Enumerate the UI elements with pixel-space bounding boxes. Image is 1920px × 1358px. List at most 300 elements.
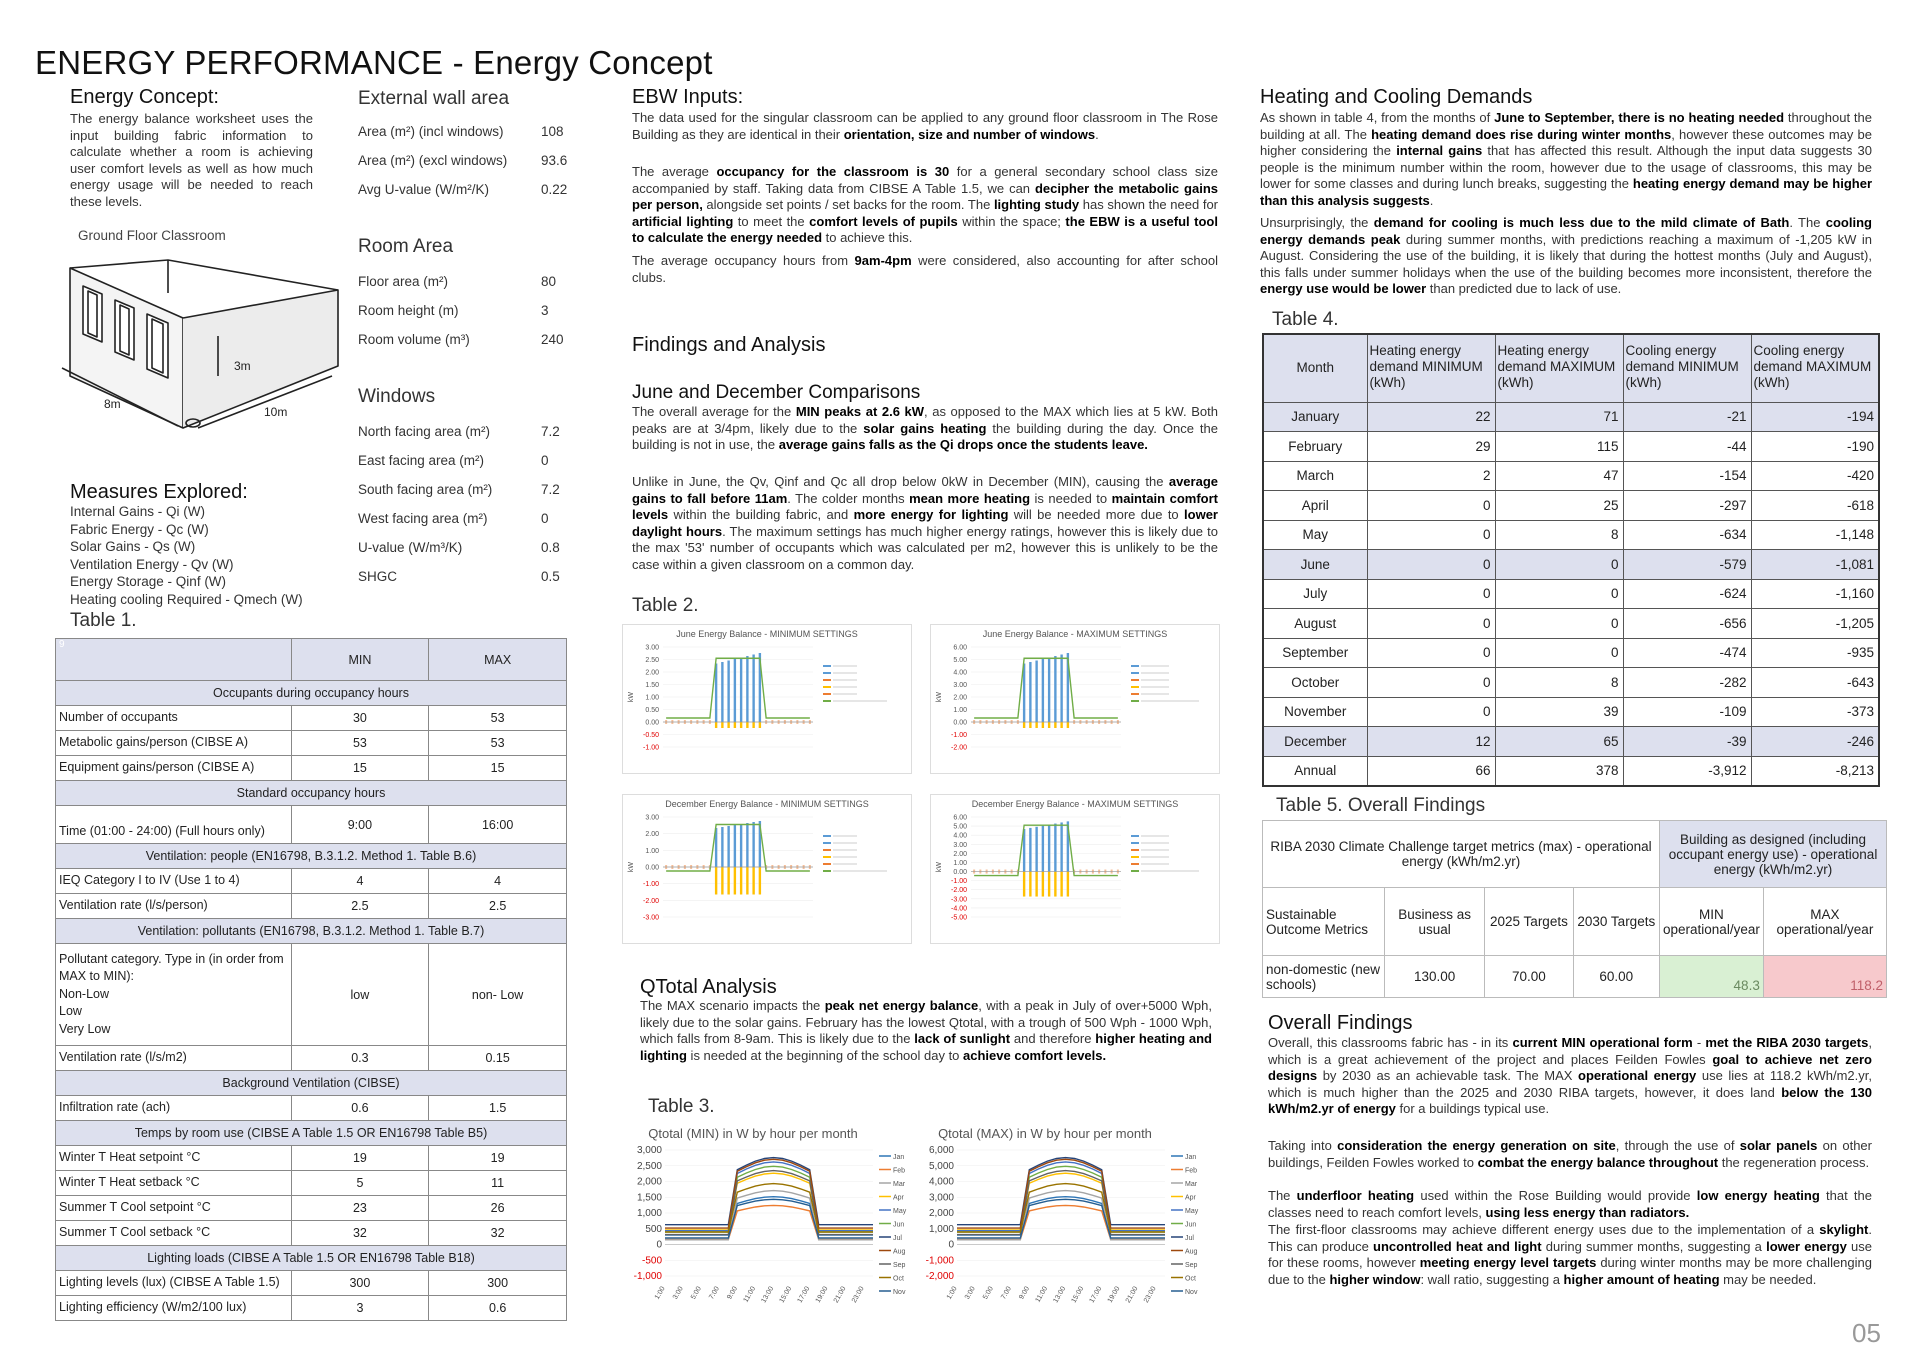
tick-label: 1,000 [636,1208,662,1219]
bar-loss [727,867,729,895]
tick-label: -2.00 [643,897,659,905]
tick-label: -4.00 [951,905,967,913]
body-text: The data used for the singular classroom can be applied to any ground floor classroom in The Rose Building as they are identical in their [632,110,1218,142]
ebw-paragraph-3 [632,253,1218,286]
tick-label: 3,000 [636,1145,662,1156]
table1-section-row [56,781,567,806]
table1-max-header: MAX [429,639,567,681]
table4-header-cell: Heating energy demand MINIMUM (kWh) [1367,334,1495,402]
tick-label: 3.00 [645,814,659,822]
table4-header-cell: Month [1263,334,1367,402]
highlight-text: heating demand does rise during winter months [1371,126,1672,142]
kv-row [358,446,581,475]
highlight-text: heating energy demand may be higher than this analysis suggests [1260,176,1873,208]
body-text: used within the Rose Building would provide [1414,1188,1697,1203]
average-line [666,658,810,718]
legend-text-line [833,836,857,837]
heating-paragraph-2 [1260,215,1872,298]
kv-row [358,504,581,533]
targets-2030-cell: 60.00 [1573,956,1659,998]
value-cell: 0 [1367,491,1495,521]
table1-section-title: Background Ventilation (CIBSE) [56,1071,567,1096]
energy-concept-text: The energy balance worksheet uses the input building fabric information to calculate whether a room is achieving user comfort levels as well as how much energy usage will be needed to reach these levels. [70,111,313,209]
table1-max-value: 19 [429,1146,567,1171]
bar-gain [1035,661,1037,723]
body-text: to achieve this. [822,230,913,245]
tick-label: 0.00 [953,719,967,727]
x-tick-label: 23:00 [1142,1285,1158,1305]
x-tick-label: 5:00 [982,1285,995,1301]
value-cell: -1,081 [1751,550,1879,580]
legend-label: Feb [893,1167,906,1175]
measure-item: Heating cooling Required - Qmech (W) [70,591,303,607]
tick-label: -1.00 [643,881,659,889]
bar-loss [746,867,748,895]
table3-caption: Table 3. [648,1096,715,1117]
table1-section-title: Occupants during occupancy hours [56,681,567,706]
body-text: is needed to [1030,490,1112,506]
x-tick-label: 17:00 [1088,1285,1104,1305]
table1-min-value: 0.3 [291,1046,429,1071]
legend-text-line [1141,850,1169,851]
classroom-sketch [48,248,348,438]
bar-loss [1023,722,1025,728]
legend-text-line [1141,673,1169,674]
bar-loss [721,722,723,728]
body-text: , as opposed to the MAX which lies at 5 kW. Both peaks are at 3/4pm, likely due to the [632,404,1218,436]
legend-label: Jan [893,1154,905,1161]
heating-heading: Heating and Cooling Demands [1260,86,1533,108]
table1-label: Ventilation rate (l/s/person) [56,894,292,919]
table-row [56,894,567,919]
bar-gain [721,662,723,722]
tick-label: -1.00 [951,878,967,886]
legend-swatch [823,870,831,872]
tick-label: 2.00 [953,850,967,858]
value-cell: -624 [1623,579,1751,609]
body-text: The first-floor classrooms may achieve different energy uses due to the implementation of a [1268,1222,1820,1237]
bar-loss [1067,722,1069,728]
tick-label: 6.00 [953,814,967,822]
tick-label: 3.00 [645,644,659,652]
table1-max-value: 300 [429,1271,567,1296]
value-cell: 0 [1367,609,1495,639]
table4-caption: Table 4. [1272,309,1339,330]
kv-key: Floor area (m²) [358,274,449,289]
legend-text-line [1141,843,1169,844]
table4-header-cell: Heating energy demand MAXIMUM (kWh) [1495,334,1623,402]
ebw-heading: EBW Inputs: [632,86,744,108]
bar-loss [1035,722,1037,728]
tick-label: 0 [656,1239,662,1251]
y-axis-label: kW [936,691,943,703]
kv-value: 7.2 [541,424,560,439]
table-row [1263,461,1879,491]
table1-min-value: 30 [291,706,429,731]
legend-text-line [1141,666,1169,667]
table-row [56,1146,567,1171]
kv-key: Avg U-value (W/m²/K) [358,182,490,197]
tick-label: 2,000 [928,1208,954,1219]
table-row [1263,697,1879,727]
legend-text-line [833,843,857,844]
tick-label: 5,000 [928,1160,954,1172]
chart-title: December Energy Balance - MINIMUM SETTINGS [665,799,869,809]
value-cell: -297 [1623,491,1751,521]
body-text: The [1268,1188,1297,1203]
highlight-text: artificial lighting [632,213,734,229]
table1-section-row [56,1121,567,1146]
table-row [1263,520,1879,550]
table1-max-value: 0.6 [429,1296,567,1321]
table4 [1262,333,1880,787]
value-cell: 65 [1495,727,1623,757]
legend-swatch [1131,842,1139,844]
bar-gain [746,656,748,722]
kv-row [358,146,581,175]
sketch-length-label: 10m [264,405,288,419]
legend-swatch [1131,672,1139,674]
value-cell: 22 [1367,402,1495,432]
table1-min-value: 2.5 [291,894,429,919]
table1-max-value: 32 [429,1221,567,1246]
legend-text-line [833,857,857,858]
tick-label: -1,000 [925,1255,954,1267]
legend-label: Mar [1185,1181,1198,1188]
bar-gain [752,822,754,867]
x-tick-label: 1:00 [653,1285,667,1301]
kv-row [358,417,581,446]
legend-text-line [833,666,857,667]
table1-label: Pollutant category. Type in (in order from MAX to MIN): Non-Low Low Very Low [56,944,292,1046]
legend-label: Jul [1185,1235,1194,1242]
tick-label: 6,000 [928,1145,954,1156]
highlight-text: consideration the energy generation on site [1337,1138,1616,1153]
kv-value: 3 [541,303,549,318]
tick-label: 4.00 [953,832,967,840]
body-text: The overall average for the [632,404,796,419]
table1-section-title: Ventilation: people (EN16798, B.3.1.2. Method 1. Table B.6) [56,844,567,869]
bar-gain [1042,826,1044,872]
qtotal-heading: QTotal Analysis [640,976,777,998]
body-text: the building during the day. Once the building is not in use, the [632,420,1218,452]
tick-label: 3.00 [953,841,967,849]
chart-title: June Energy Balance - MAXIMUM SETTINGS [982,629,1168,639]
targets-2030-header: 2030 Targets [1573,888,1659,956]
body-text: , which is a great achievement of the project and places Feilden Fowles [1268,1035,1872,1067]
body-text: for a general secondary school class size accompanied by staff. Taking data from CIBSE A Table 1.5, we can [632,164,1218,196]
body-text: within the space; [957,213,1066,229]
kv-row [358,117,581,146]
x-tick-label: 19:00 [1106,1285,1122,1305]
highlight-text: the EBW is a useful tool to calculate the energy needed [632,213,1218,245]
value-cell: 2 [1367,461,1495,491]
month-cell: December [1263,727,1367,757]
body-text: that the classes need to reach comfort levels, [1268,1188,1873,1220]
table-row [1263,491,1879,521]
legend-label: Aug [893,1248,906,1256]
table1 [55,638,567,1321]
external-wall-list [358,117,581,204]
findings-paragraph-1 [632,404,1218,454]
kv-value: 0.22 [541,182,568,197]
value-cell: 0 [1367,520,1495,550]
value-cell: -1,160 [1751,579,1879,609]
tick-label: 2,000 [636,1176,662,1188]
chart-title: June Energy Balance - MINIMUM SETTINGS [676,629,858,639]
table1-label: Number of occupants [56,706,292,731]
tick-label: 1.00 [953,859,967,867]
table1-max-value: 2.5 [429,894,567,919]
highlight-text: below the 130 kWh/m2.yr of energy [1268,1084,1872,1116]
qtotal-max-chart [925,1122,1217,1308]
table1-max-value: 11 [429,1171,567,1196]
bar-loss [1023,872,1025,897]
highlight-text: higher heating and lighting [640,1031,1212,1063]
legend-text-line [833,850,857,851]
highlight-text: comfort levels of pupils [809,213,958,229]
table-row [56,1296,567,1321]
x-tick-label: 7:00 [1000,1285,1013,1301]
table1-section-row [56,844,567,869]
x-tick-label: 15:00 [778,1285,794,1305]
value-cell: -190 [1751,432,1879,462]
table1-label: Winter T Heat setpoint °C [56,1146,292,1171]
bar-loss [759,867,761,895]
bar-loss [759,722,761,728]
highlight-text: current MIN operational form [1512,1035,1693,1050]
table1-min-value: 5 [291,1171,429,1196]
table1-max-value: 16:00 [429,806,567,844]
legend-swatch [823,835,831,837]
tick-label: -2.00 [951,887,967,895]
legend-text-line [833,701,887,702]
month-cell: October [1263,668,1367,698]
table-row [56,1046,567,1071]
table-row [56,731,567,756]
chart-title: December Energy Balance - MAXIMUM SETTINGS [971,799,1179,809]
value-cell: 29 [1367,432,1495,462]
value-cell: 0 [1367,638,1495,668]
legend-label: Oct [1185,1275,1196,1283]
table1-label: Lighting efficiency (W/m2/100 lux) [56,1296,292,1321]
body-text: by 2030 as an achievable task. The MAX [1317,1068,1579,1083]
highlight-text: goal to achieve net zero designs [1268,1051,1872,1083]
overall-paragraph-4 [1268,1222,1872,1288]
table1-label: Metabolic gains/person (CIBSE A) [56,731,292,756]
month-cell: July [1263,579,1367,609]
value-cell: -109 [1623,697,1751,727]
tick-label: -1,000 [633,1271,662,1282]
legend-text-line [1141,836,1169,837]
body-text: : wall ratio, suggesting a [1420,1271,1564,1287]
x-tick-label: 19:00 [814,1285,830,1305]
table-row [1263,668,1879,698]
legend-swatch [823,863,831,865]
qtotal-min-chart [633,1122,923,1308]
kv-key: North facing area (m²) [358,424,491,439]
table-row [56,806,567,844]
table-row [56,1196,567,1221]
average-line [974,825,1118,875]
legend-label: Jul [893,1235,902,1242]
month-cell: February [1263,432,1367,462]
external-wall-heading: External wall area [358,88,510,109]
legend-swatch [823,842,831,844]
energy-concept-heading: Energy Concept: [70,86,219,108]
table1-min-value: 23 [291,1196,429,1221]
body-text: , however these outcomes may be higher considering the [1260,126,1873,158]
legend-label: Oct [893,1275,904,1283]
tick-label: 0.00 [645,864,659,872]
kv-row [358,533,581,562]
windows-heading: Windows [358,386,436,407]
bar-loss [1029,872,1031,897]
body-text: Unlike in June, the Qv, Qinf and Qc all drop below 0kW in December (MIN), causing the [632,474,1169,489]
table-row [1263,756,1879,786]
highlight-text: MIN peaks at 2.6 kW [795,404,925,419]
legend-label: Mar [893,1181,906,1188]
kv-key: Area (m²) (incl windows) [358,124,504,139]
tick-label: 5.00 [953,657,967,664]
x-tick-label: 3:00 [671,1285,685,1301]
tick-label: 1,000 [928,1223,954,1235]
highlight-text: decipher the metabolic gains per person, [632,180,1219,212]
kv-value: 0.8 [541,540,560,555]
table1-max-value: 53 [429,706,567,731]
table1-header-row [56,639,567,681]
kv-value: 0 [541,511,549,526]
legend-swatch [823,856,831,858]
legend-label: Jan [1185,1154,1197,1161]
highlight-text: lower daylight hours [632,507,1218,539]
body-text: and therefore [1010,1031,1096,1046]
sketch-label: Ground Floor Classroom [78,228,226,243]
body-text: Overall, this classrooms fabric has - in its [1268,1035,1513,1050]
bar-loss [721,867,723,895]
value-cell: -3,912 [1623,756,1751,786]
table1-min-value: 0.6 [291,1096,429,1121]
value-cell: 0 [1367,579,1495,609]
value-cell: -634 [1623,520,1751,550]
bar-loss [1029,722,1031,728]
legend-text-line [1141,857,1169,858]
highlight-text: maintain comfort levels [632,490,1218,522]
month-cell: Annual [1263,756,1367,786]
table1-label: IEQ Category I to IV (Use 1 to 4) [56,869,292,894]
tick-label: 2.00 [953,694,967,702]
table1-max-value: 4 [429,869,567,894]
legend-label: Feb [1185,1167,1198,1175]
room-area-heading: Room Area [358,236,454,257]
metric-cell: non-domestic (new schools) [1263,956,1385,998]
bar-loss [740,867,742,895]
body-text: . The colder months [787,490,910,506]
bar-gain [1054,656,1056,722]
bar-loss [727,722,729,728]
kv-value: 80 [541,274,557,289]
bar-gain [727,661,729,723]
table1-caption: Table 1. [70,610,137,631]
tick-label: -5.00 [951,914,967,922]
page-title: ENERGY PERFORMANCE - Energy Concept [35,44,713,81]
table-row [1263,609,1879,639]
june-min-chart [622,624,912,774]
body-text: Taking into [1268,1138,1338,1153]
x-tick-label: 13:00 [760,1285,776,1305]
tick-label: -1.00 [643,744,659,752]
value-cell: -282 [1623,668,1751,698]
highlight-text: low energy heating [1696,1188,1820,1203]
max-operational-cell: 118.2 [1763,956,1886,998]
value-cell: 12 [1367,727,1495,757]
value-cell: 8 [1495,668,1623,698]
value-cell: -8,213 [1751,756,1879,786]
overall-paragraph-2 [1268,1138,1872,1171]
body-text: that has affected this result. Although the input data suggests 30 people is the minimum number within the room, however due to the usage of classrooms, this may be lower for some classes and during lunch breaks, suggesting the [1260,143,1872,191]
bar-loss [746,722,748,728]
table1-min-value: 15 [291,756,429,781]
legend-text-line [833,694,857,695]
body-text: during summer months, with predictions reaching a maximum of -1,205 kW in August. Considering the use of the building, it is likely that during the hottest months (July and August), this falls under summer holidays when the use of the building becomes more inconsistent, therefore the [1260,231,1872,280]
highlight-text: average gains falls as the Qi drops once the students leave. [778,437,1148,452]
highlight-text: June to September, there is no heating needed [1494,110,1785,125]
kv-value: 240 [541,332,564,347]
bar-loss [1042,722,1044,728]
table1-min-value: 300 [291,1271,429,1296]
legend-swatch [1131,849,1139,851]
body-text: . The [1789,215,1826,230]
sketch-width-label: 8m [104,397,121,411]
table-row [1263,432,1879,462]
bar-loss [752,867,754,895]
value-cell: -44 [1623,432,1751,462]
table5 [1262,820,1887,998]
table1-label: Summer T Cool setpoint °C [56,1196,292,1221]
body-text: . The maximum settings has much higher energy ratings, however this is likely due to the max '53' number of occupants which was calculated per m2, however this is unlikely to be the case within a given classroom on a common day. [632,523,1218,572]
x-tick-label: 23:00 [850,1285,866,1305]
table-row [56,706,567,731]
legend-swatch [1131,863,1139,865]
value-cell: -246 [1751,727,1879,757]
tick-label: 1.50 [645,682,659,689]
highlight-text: lack of sunlight [914,1031,1011,1046]
legend-label: Apr [1185,1194,1196,1202]
value-cell: 0 [1495,550,1623,580]
bar-gain [1042,659,1044,722]
month-cell: April [1263,491,1367,521]
value-cell: -618 [1751,491,1879,521]
body-text: . [1429,192,1434,208]
kv-row [358,175,581,204]
tick-label: 0.00 [953,869,967,877]
windows-list [358,417,581,591]
table1-corner: 9 [56,639,292,681]
table-row [1263,579,1879,609]
value-cell: -474 [1623,638,1751,668]
highlight-text: internal gains [1396,143,1483,158]
bar-gain [727,826,729,867]
bar-loss [1060,722,1062,728]
average-line [666,825,810,872]
legend-swatch [823,672,831,674]
kv-key: West facing area (m²) [358,511,488,526]
table1-min-value: 19 [291,1146,429,1171]
legend-swatch [1131,679,1139,681]
tick-label: 1.00 [645,847,659,855]
highlight-text: operational energy [1578,1068,1697,1083]
legend-label: Nov [893,1289,906,1296]
